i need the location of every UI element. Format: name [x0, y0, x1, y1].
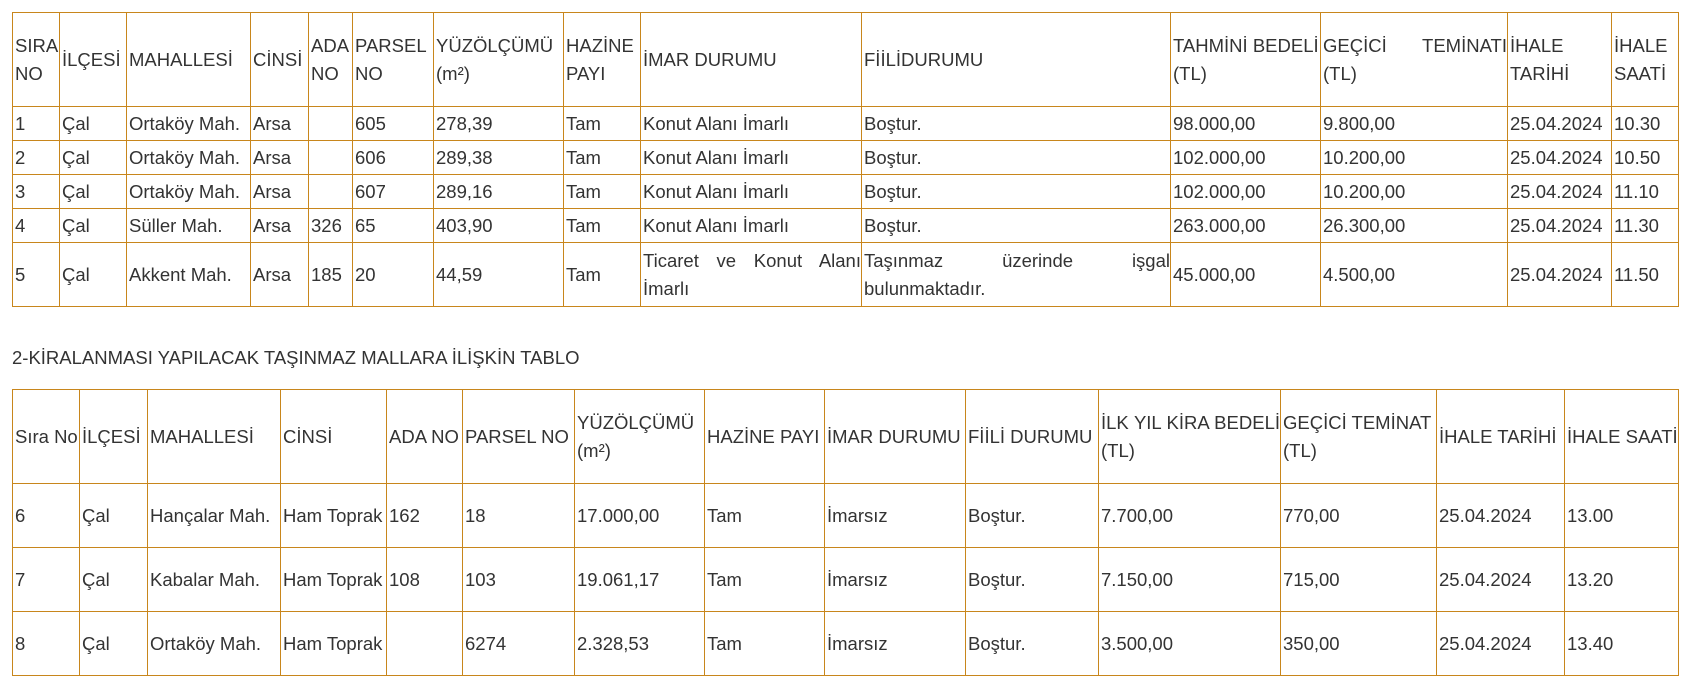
cell-ilce: Çal: [60, 209, 127, 243]
cell-mahalle: Ortaköy Mah.: [148, 612, 281, 676]
cell-fiili: Boştur.: [862, 107, 1171, 141]
cell-yuzolcumu: 289,38: [434, 141, 564, 175]
header-saat: İHALE SAATİ: [1565, 390, 1679, 484]
cell-saat: 11.50: [1612, 243, 1679, 307]
header-ilce: İLÇESİ: [80, 390, 148, 484]
cell-tarih: 25.04.2024: [1508, 175, 1612, 209]
cell-saat: 13.40: [1565, 612, 1679, 676]
cell-saat: 11.10: [1612, 175, 1679, 209]
cell-mahalle: Ortaköy Mah.: [127, 141, 251, 175]
cell-imar: Ticaret ve Konut Alanı İmarlı: [641, 243, 862, 307]
cell-fiili: Boştur.: [862, 141, 1171, 175]
cell-tarih: 25.04.2024: [1508, 243, 1612, 307]
cell-yuzolcumu: 289,16: [434, 175, 564, 209]
header-mahalle: MAHALLESİ: [148, 390, 281, 484]
cell-teminat: 9.800,00: [1321, 107, 1508, 141]
cell-parsel: 607: [353, 175, 434, 209]
header-teminat: GEÇİCİ TEMİNATI (TL): [1321, 13, 1508, 107]
cell-parsel: 605: [353, 107, 434, 141]
table-row: [13, 548, 1679, 612]
cell-teminat: 715,00: [1281, 548, 1437, 612]
cell-teminat: 26.300,00: [1321, 209, 1508, 243]
cell-saat: 11.30: [1612, 209, 1679, 243]
cell-saat: 13.00: [1565, 484, 1679, 548]
cell-imar: İmarsız: [825, 484, 966, 548]
cell-cins: Ham Toprak: [281, 548, 387, 612]
cell-fiili: Boştur.: [966, 548, 1099, 612]
header-ilce: İLÇESİ: [60, 13, 127, 107]
header-imar: İMAR DURUMU: [641, 13, 862, 107]
cell-teminat: 10.200,00: [1321, 141, 1508, 175]
header-kira: İLK YIL KİRA BEDELİ (TL): [1099, 390, 1281, 484]
cell-ada: 108: [387, 548, 463, 612]
cell-hazine: Tam: [705, 612, 825, 676]
cell-fiili: Taşınmaz üzerinde işgal bulunmaktadır.: [862, 243, 1171, 307]
cell-sira: 6: [13, 484, 80, 548]
cell-yuzolcumu: 19.061,17: [575, 548, 705, 612]
cell-tarih: 25.04.2024: [1508, 107, 1612, 141]
cell-teminat: 350,00: [1281, 612, 1437, 676]
cell-parsel: 65: [353, 209, 434, 243]
cell-cins: Arsa: [251, 243, 309, 307]
header-sira: SIRA NO: [13, 13, 60, 107]
cell-yuzolcumu: 278,39: [434, 107, 564, 141]
cell-bedel: 102.000,00: [1171, 175, 1321, 209]
cell-teminat: 10.200,00: [1321, 175, 1508, 209]
cell-ilce: Çal: [80, 484, 148, 548]
cell-sira: 7: [13, 548, 80, 612]
header-tarih: İHALE TARİHİ: [1437, 390, 1565, 484]
cell-imar: Konut Alanı İmarlı: [641, 209, 862, 243]
cell-tarih: 25.04.2024: [1508, 209, 1612, 243]
cell-ilce: Çal: [80, 612, 148, 676]
cell-teminat: 770,00: [1281, 484, 1437, 548]
table-row: [13, 484, 1679, 548]
cell-hazine: Tam: [564, 107, 641, 141]
cell-fiili: Boştur.: [862, 209, 1171, 243]
cell-ada: [309, 175, 353, 209]
cell-mahalle: Akkent Mah.: [127, 243, 251, 307]
cell-ilce: Çal: [60, 175, 127, 209]
cell-tarih: 25.04.2024: [1437, 484, 1565, 548]
cell-sira: 4: [13, 209, 60, 243]
cell-cins: Arsa: [251, 209, 309, 243]
table-header-row: [13, 13, 1679, 107]
header-fiili: FİİLİDURUMU: [862, 13, 1171, 107]
cell-sira: 2: [13, 141, 60, 175]
cell-imar: Konut Alanı İmarlı: [641, 175, 862, 209]
header-ada: ADA NO: [387, 390, 463, 484]
header-parsel: PARSEL NO: [353, 13, 434, 107]
header-teminat: GEÇİCİ TEMİNAT (TL): [1281, 390, 1437, 484]
cell-ilce: Çal: [80, 548, 148, 612]
cell-hazine: Tam: [564, 175, 641, 209]
cell-cins: Arsa: [251, 107, 309, 141]
table-row: [13, 243, 1679, 307]
cell-bedel: 98.000,00: [1171, 107, 1321, 141]
table-row: [13, 175, 1679, 209]
cell-parsel: 18: [463, 484, 575, 548]
cell-ada: [387, 612, 463, 676]
cell-kira: 7.150,00: [1099, 548, 1281, 612]
header-hazine: HAZİNE PAYI: [564, 13, 641, 107]
cell-yuzolcumu: 403,90: [434, 209, 564, 243]
cell-saat: 13.20: [1565, 548, 1679, 612]
header-ada: ADA NO: [309, 13, 353, 107]
cell-imar: Konut Alanı İmarlı: [641, 141, 862, 175]
cell-kira: 7.700,00: [1099, 484, 1281, 548]
table-header-row: [13, 390, 1679, 484]
cell-ilce: Çal: [60, 107, 127, 141]
header-saat: İHALE SAATİ: [1612, 13, 1679, 107]
cell-saat: 10.30: [1612, 107, 1679, 141]
cell-parsel: 6274: [463, 612, 575, 676]
cell-hazine: Tam: [564, 141, 641, 175]
cell-ada: 185: [309, 243, 353, 307]
cell-hazine: Tam: [564, 209, 641, 243]
cell-mahalle: Ortaköy Mah.: [127, 107, 251, 141]
cell-yuzolcumu: 2.328,53: [575, 612, 705, 676]
header-cins: CİNSİ: [281, 390, 387, 484]
table-row: [13, 141, 1679, 175]
cell-hazine: Tam: [705, 484, 825, 548]
cell-hazine: Tam: [705, 548, 825, 612]
cell-hazine: Tam: [564, 243, 641, 307]
cell-mahalle: Hançalar Mah.: [148, 484, 281, 548]
cell-ada: 326: [309, 209, 353, 243]
cell-bedel: 263.000,00: [1171, 209, 1321, 243]
cell-sira: 5: [13, 243, 60, 307]
cell-cins: Ham Toprak: [281, 484, 387, 548]
cell-yuzolcumu: 44,59: [434, 243, 564, 307]
header-parsel: PARSEL NO: [463, 390, 575, 484]
cell-ilce: Çal: [60, 141, 127, 175]
header-imar: İMAR DURUMU: [825, 390, 966, 484]
cell-fiili: Boştur.: [966, 484, 1099, 548]
cell-yuzolcumu: 17.000,00: [575, 484, 705, 548]
header-yuzolcumu: YÜZÖLÇÜMÜ (m²): [575, 390, 705, 484]
header-bedel: TAHMİNİ BEDELİ (TL): [1171, 13, 1321, 107]
table-row: [13, 107, 1679, 141]
cell-tarih: 25.04.2024: [1437, 548, 1565, 612]
cell-ada: [309, 107, 353, 141]
header-cins: CİNSİ: [251, 13, 309, 107]
header-tarih: İHALE TARİHİ: [1508, 13, 1612, 107]
cell-mahalle: Ortaköy Mah.: [127, 175, 251, 209]
header-fiili: FİİLİ DURUMU: [966, 390, 1099, 484]
cell-mahalle: Kabalar Mah.: [148, 548, 281, 612]
cell-sira: 3: [13, 175, 60, 209]
cell-saat: 10.50: [1612, 141, 1679, 175]
header-hazine: HAZİNE PAYI: [705, 390, 825, 484]
header-yuzolcumu: YÜZÖLÇÜMÜ (m²): [434, 13, 564, 107]
header-mahalle: MAHALLESİ: [127, 13, 251, 107]
rental-properties-table: [12, 389, 1679, 676]
table-row: [13, 612, 1679, 676]
table-row: [13, 209, 1679, 243]
cell-ilce: Çal: [60, 243, 127, 307]
cell-cins: Arsa: [251, 141, 309, 175]
cell-fiili: Boştur.: [862, 175, 1171, 209]
cell-sira: 1: [13, 107, 60, 141]
sale-properties-table: [12, 12, 1679, 307]
cell-bedel: 45.000,00: [1171, 243, 1321, 307]
cell-fiili: Boştur.: [966, 612, 1099, 676]
cell-tarih: 25.04.2024: [1508, 141, 1612, 175]
cell-imar: İmarsız: [825, 548, 966, 612]
cell-ada: 162: [387, 484, 463, 548]
cell-teminat: 4.500,00: [1321, 243, 1508, 307]
cell-parsel: 103: [463, 548, 575, 612]
cell-parsel: 606: [353, 141, 434, 175]
cell-ada: [309, 141, 353, 175]
header-sira: Sıra No: [13, 390, 80, 484]
cell-tarih: 25.04.2024: [1437, 612, 1565, 676]
cell-sira: 8: [13, 612, 80, 676]
cell-imar: Konut Alanı İmarlı: [641, 107, 862, 141]
cell-cins: Ham Toprak: [281, 612, 387, 676]
cell-cins: Arsa: [251, 175, 309, 209]
cell-parsel: 20: [353, 243, 434, 307]
cell-imar: İmarsız: [825, 612, 966, 676]
cell-bedel: 102.000,00: [1171, 141, 1321, 175]
cell-kira: 3.500,00: [1099, 612, 1281, 676]
section-title: 2-KİRALANMASI YAPILACAK TAŞINMAZ MALLARA İLİŞKİN TABLO: [12, 347, 580, 368]
cell-mahalle: Süller Mah.: [127, 209, 251, 243]
